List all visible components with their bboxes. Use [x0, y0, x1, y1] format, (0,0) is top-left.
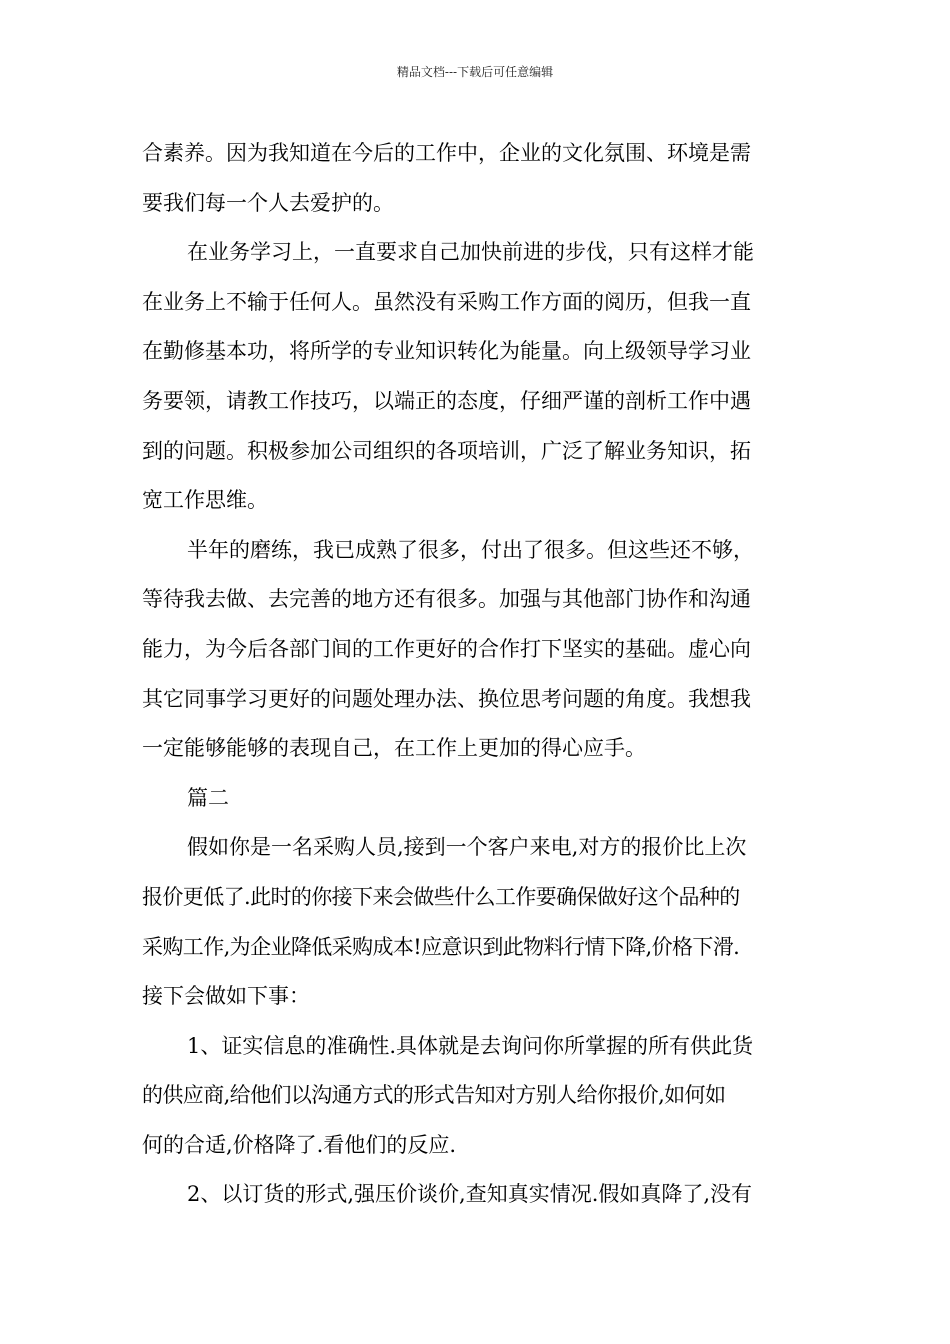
text-line: 等待我去做、去完善的地方还有很多。加强与其他部门协作和沟通	[142, 587, 751, 612]
paragraph	[142, 129, 818, 228]
list-item	[142, 1022, 818, 1171]
text-line: 到的问题。积极参加公司组织的各项培训，广泛了解业务知识，拓	[142, 438, 751, 463]
text-line: 接下会做如下事：	[142, 984, 310, 1009]
text-line: 要我们每一个人去爱护的。	[142, 190, 394, 215]
list-item	[142, 1170, 818, 1220]
text-line: 何的合适,价格降了.看他们的反应.	[142, 1132, 457, 1157]
paragraph	[142, 526, 818, 774]
text-line: 其它同事学习更好的问题处理办法、换位思考问题的角度。我想我	[142, 686, 751, 711]
text-line: 在业务学习上，一直要求自己加快前进的步伐，只有这样才能	[187, 240, 754, 265]
section-title: 篇二	[187, 785, 229, 810]
text-line: 半年的磨练，我已成熟了很多，付出了很多。但这些还不够，	[187, 537, 754, 562]
page-header: 精品文档---下载后可任意编辑	[396, 65, 554, 79]
text-line: 2、以订货的形式,强压价谈价,查知真实情况.假如真降了,没有	[187, 1182, 753, 1207]
paragraph	[142, 228, 818, 526]
text-line: 报价更低了.此时的你接下来会做些什么工作要确保做好这个品种的	[142, 884, 740, 909]
section-heading	[142, 774, 818, 824]
text-line: 宽工作思维。	[142, 488, 268, 513]
text-line: 务要领，请教工作技巧，以端正的态度，仔细严谨的剖析工作中遇	[142, 388, 751, 413]
text-line: 一定能够能够的表现自己，在工作上更加的得心应手。	[142, 736, 646, 761]
text-line: 在业务上不输于任何人。虽然没有采购工作方面的阅历，但我一直	[142, 289, 751, 314]
text-line: 能力，为今后各部门间的工作更好的合作打下坚实的基础。虚心向	[142, 636, 751, 661]
text-line: 假如你是一名采购人员,接到一个客户来电,对方的报价比上次	[187, 835, 747, 860]
text-line: 在勤修基本功，将所学的专业知识转化为能量。向上级领导学习业	[142, 339, 751, 364]
document-body	[142, 129, 818, 1220]
text-line: 1、证实信息的准确性.具体就是去询问你所掌握的所有供此货	[187, 1033, 754, 1058]
paragraph	[142, 823, 818, 1021]
text-line: 的供应商,给他们以沟通方式的形式告知对方别人给你报价,如何如	[142, 1083, 726, 1108]
text-line: 合素养。因为我知道在今后的工作中，企业的文化氛围、环境是需	[142, 141, 751, 165]
text-line: 采购工作,为企业降低采购成本!应意识到此物料行情下降,价格下滑.	[142, 934, 740, 959]
